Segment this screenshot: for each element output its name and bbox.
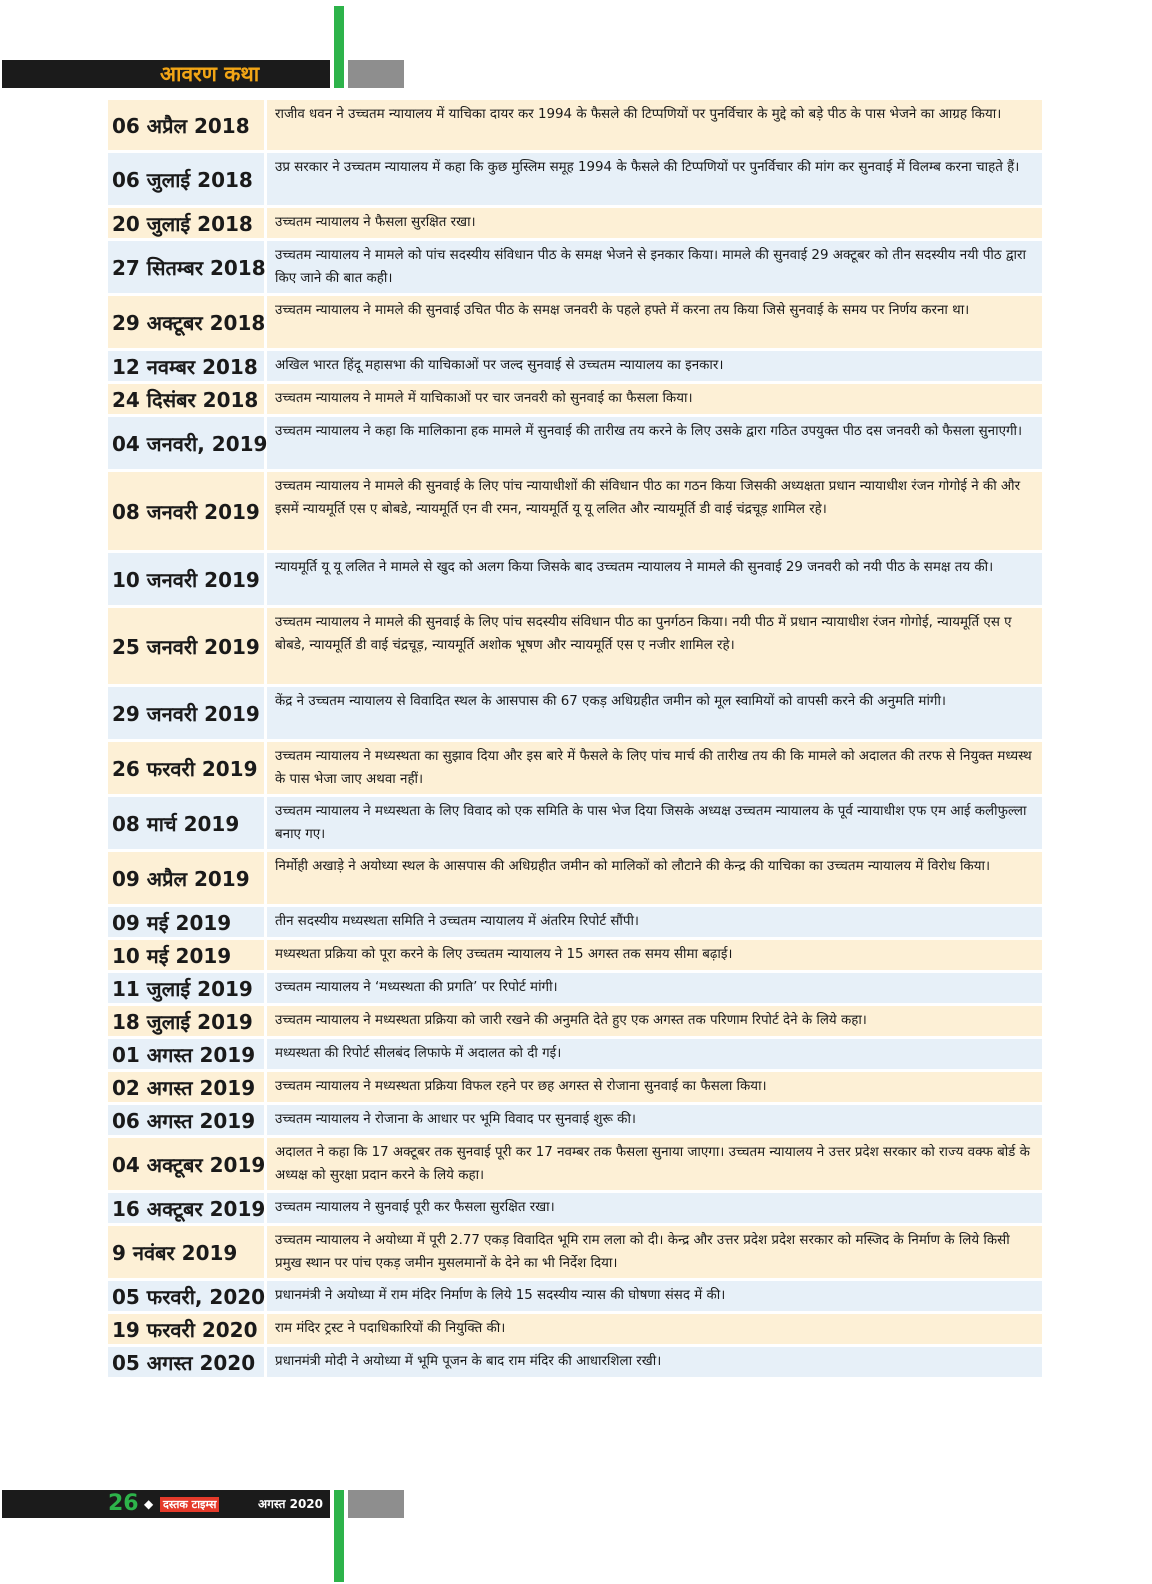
timeline-description: अखिल भारत हिंदू महासभा की याचिकाओं पर जल्द सुनवाई से उच्चतम न्यायालय का इनकार। <box>267 351 1042 381</box>
timeline-row <box>108 1072 1042 1102</box>
green-accent-top <box>334 6 344 88</box>
timeline-description: उच्चतम न्यायालय ने फैसला सुरक्षित रखा। <box>267 208 1042 238</box>
timeline-date: 06 अप्रैल 2018 <box>108 100 264 150</box>
timeline-row <box>108 1193 1042 1223</box>
timeline-date: 29 जनवरी 2019 <box>108 687 264 739</box>
green-accent-bottom <box>334 1490 344 1582</box>
timeline-description: उच्चतम न्यायालय ने मामले की सुनवाई के लिए पांच सदस्यीय संविधान पीठ का पुनर्गठन किया। नयी पीठ में प्रधान न्यायाधीश रंजन गोगोई, न्यायमूर्ति एस ए बोबडे, न्यायमूर्ति डी वाई चंद्रचूड़, न्यायमूर्ति अशोक भूषण और न्यायमूर्ति एस ए नजीर शामिल रहे। <box>267 608 1042 684</box>
timeline-description: उच्चतम न्यायालय ने मामले की सुनवाई के लिए पांच न्यायाधीशों की संविधान पीठ का गठन किया जिसकी अध्यक्षता प्रधान न्यायाधीश रंजन गोगोई ने की और इसमें न्यायमूर्ति एस ए बोबडे, न्यायमूर्ति एन वी रमन, न्यायमूर्ति यू यू ललित और न्यायमूर्ति डी वाई चंद्रचूड़ शामिल रहे। <box>267 472 1042 550</box>
timeline-row <box>108 973 1042 1003</box>
timeline-description: उच्चतम न्यायालय ने मध्यस्थता प्रक्रिया को जारी रखने की अनुमति देते हुए एक अगस्त तक परिणाम रिपोर्ट देने के लिये कहा। <box>267 1006 1042 1036</box>
timeline-row <box>108 384 1042 414</box>
timeline-description: उच्चतम न्यायालय ने कहा कि मालिकाना हक मामले में सुनवाई की तारीख तय करने के लिए उसके द्वारा गठित उपयुक्त पीठ दस जनवरी को फैसला सुनाएगी। <box>267 417 1042 469</box>
timeline-row <box>108 608 1042 684</box>
timeline-description: उच्चतम न्यायालय ने रोजाना के आधार पर भूमि विवाद पर सुनवाई शुरू की। <box>267 1105 1042 1135</box>
timeline-row <box>108 1105 1042 1135</box>
timeline-description: उच्चतम न्यायालय ने सुनवाई पूरी कर फैसला सुरक्षित रखा। <box>267 1193 1042 1223</box>
timeline-description: मध्यस्थता प्रक्रिया को पूरा करने के लिए उच्चतम न्यायालय ने 15 अगस्त तक समय सीमा बढ़ाई। <box>267 940 1042 970</box>
timeline-row <box>108 1314 1042 1344</box>
timeline-date: 08 मार्च 2019 <box>108 797 264 849</box>
timeline-description: उच्चतम न्यायालय ने मामले की सुनवाई उचित पीठ के समक्ष जनवरी के पहले हफ्ते में करना तय किया जिसे सुनवाई के समय पर निर्णय करना था। <box>267 296 1042 348</box>
timeline-date: 25 जनवरी 2019 <box>108 608 264 684</box>
timeline-date: 27 सितम्बर 2018 <box>108 241 264 293</box>
timeline-row <box>108 351 1042 381</box>
timeline-description: अदालत ने कहा कि 17 अक्टूबर तक सुनवाई पूरी कर 17 नवम्बर तक फैसला सुनाया जाएगा। उच्चतम न्यायालय ने उत्तर प्रदेश सरकार को राज्य वक्फ बोर्ड के अध्यक्ष को सुरक्षा प्रदान करने के लिये कहा। <box>267 1138 1042 1190</box>
timeline-description: मध्यस्थता की रिपोर्ट सीलबंद लिफाफे में अदालत को दी गई। <box>267 1039 1042 1069</box>
issue-date: अगस्त 2020 <box>258 1497 324 1511</box>
timeline-date: 18 जुलाई 2019 <box>108 1006 264 1036</box>
timeline-row <box>108 1138 1042 1190</box>
timeline-date: 29 अक्टूबर 2018 <box>108 296 264 348</box>
gray-accent-top <box>348 60 404 88</box>
timeline-row <box>108 472 1042 550</box>
timeline-date: 01 अगस्त 2019 <box>108 1039 264 1069</box>
timeline-row <box>108 852 1042 904</box>
timeline-date: 02 अगस्त 2019 <box>108 1072 264 1102</box>
timeline-description: राजीव धवन ने उच्चतम न्यायालय में याचिका दायर कर 1994 के फैसले की टिप्पणियों पर पुनर्विचार के मुद्दे को बड़े पीठ के पास भेजने का आग्रह किया। <box>267 100 1042 150</box>
timeline-date: 24 दिसंबर 2018 <box>108 384 264 414</box>
timeline-date: 11 जुलाई 2019 <box>108 973 264 1003</box>
timeline-row <box>108 553 1042 605</box>
timeline-date: 06 जुलाई 2018 <box>108 153 264 205</box>
timeline-description: उच्चतम न्यायालय ने अयोध्या में पूरी 2.77 एकड़ विवादित भूमि राम लला को दी। केन्द्र और उत्तर प्रदेश प्रदेश सरकार को मस्जिद के निर्माण के लिये किसी प्रमुख स्थान पर पांच एकड़ जमीन मुसलमानों के देने का भी निर्देश दिया। <box>267 1226 1042 1278</box>
timeline-date: 19 फरवरी 2020 <box>108 1314 264 1344</box>
timeline-date: 05 अगस्त 2020 <box>108 1347 264 1377</box>
page-number: 26 <box>108 1491 139 1516</box>
timeline-row <box>108 797 1042 849</box>
timeline-row <box>108 417 1042 469</box>
timeline-date: 04 जनवरी, 2019 <box>108 417 264 469</box>
timeline-row <box>108 1226 1042 1278</box>
timeline-description: उच्चतम न्यायालय ने मध्यस्थता के लिए विवाद को एक समिति के पास भेज दिया जिसके अध्यक्ष उच्चतम न्यायालय के पूर्व न्यायाधीश एफ एम आई कलीफुल्ला बनाए गए। <box>267 797 1042 849</box>
timeline-description: उच्चतम न्यायालय ने मामले में याचिकाओं पर चार जनवरी को सुनवाई का फैसला किया। <box>267 384 1042 414</box>
magazine-logo: दस्तक टाइम्स <box>160 1497 219 1512</box>
timeline-row <box>108 1347 1042 1377</box>
footer-bullet: ◆ <box>144 1497 154 1511</box>
timeline-date: 10 मई 2019 <box>108 940 264 970</box>
timeline-description: उच्चतम न्यायालय ने मध्यस्थता का सुझाव दिया और इस बारे में फैसले के लिए पांच मार्च की तारीख तय की कि मामले को अदालत की तरफ से नियुक्त मध्यस्थ के पास भेजा जाए अथवा नहीं। <box>267 742 1042 794</box>
timeline-date: 16 अक्टूबर 2019 <box>108 1193 264 1223</box>
timeline-description: उच्चतम न्यायालय ने ‘मध्यस्थता की प्रगति’ पर रिपोर्ट मांगी। <box>267 973 1042 1003</box>
timeline-date: 12 नवम्बर 2018 <box>108 351 264 381</box>
timeline-row <box>108 940 1042 970</box>
timeline-description: न्यायमूर्ति यू यू ललित ने मामले से खुद को अलग किया जिसके बाद उच्चतम न्यायालय ने मामले की सुनवाई 29 जनवरी को नयी पीठ के समक्ष तय की। <box>267 553 1042 605</box>
timeline-date: 26 फरवरी 2019 <box>108 742 264 794</box>
timeline-row <box>108 208 1042 238</box>
timeline-row <box>108 907 1042 937</box>
timeline-table <box>108 100 1042 1377</box>
timeline-date: 06 अगस्त 2019 <box>108 1105 264 1135</box>
timeline-row <box>108 296 1042 348</box>
timeline-date: 09 मई 2019 <box>108 907 264 937</box>
timeline-row <box>108 742 1042 794</box>
timeline-date: 09 अप्रैल 2019 <box>108 852 264 904</box>
timeline-row <box>108 1039 1042 1069</box>
gray-accent-bottom <box>348 1490 404 1518</box>
timeline-description: राम मंदिर ट्रस्ट ने पदाधिकारियों की नियुक्ति की। <box>267 1314 1042 1344</box>
timeline-description: केंद्र ने उच्चतम न्यायालय से विवादित स्थल के आसपास की 67 एकड़ अधिग्रहीत जमीन को मूल स्वामियों को वापसी करने की अनुमति मांगी। <box>267 687 1042 739</box>
timeline-description: उप्र सरकार ने उच्चतम न्यायालय में कहा कि कुछ मुस्लिम समूह 1994 के फैसले की टिप्पणियों पर पुनर्विचार की मांग कर सुनवाई में विलम्ब करना चाहते हैं। <box>267 153 1042 205</box>
timeline-description: उच्चतम न्यायालय ने मध्यस्थता प्रक्रिया विफल रहने पर छह अगस्त से रोजाना सुनवाई का फैसला किया। <box>267 1072 1042 1102</box>
timeline-date: 10 जनवरी 2019 <box>108 553 264 605</box>
timeline-row <box>108 1281 1042 1311</box>
timeline-description: निर्मोही अखाड़े ने अयोध्या स्थल के आसपास की अधिग्रहीत जमीन को मालिकों को लौटाने की केन्द्र की याचिका का उच्चतम न्यायालय में विरोध किया। <box>267 852 1042 904</box>
timeline-date: 05 फरवरी, 2020 <box>108 1281 264 1311</box>
timeline-description: तीन सदस्यीय मध्यस्थता समिति ने उच्चतम न्यायालय में अंतरिम रिपोर्ट सौंपी। <box>267 907 1042 937</box>
timeline-row <box>108 100 1042 150</box>
timeline-row <box>108 241 1042 293</box>
timeline-description: उच्चतम न्यायालय ने मामले को पांच सदस्यीय संविधान पीठ के समक्ष भेजने से इनकार किया। मामले की सुनवाई 29 अक्टूबर को तीन सदस्यीय नयी पीठ द्वारा किए जाने की बात कही। <box>267 241 1042 293</box>
timeline-date: 20 जुलाई 2018 <box>108 208 264 238</box>
timeline-row <box>108 1006 1042 1036</box>
timeline-date: 04 अक्टूबर 2019 <box>108 1138 264 1190</box>
timeline-row <box>108 153 1042 205</box>
timeline-date: 08 जनवरी 2019 <box>108 472 264 550</box>
timeline-description: प्रधानमंत्री ने अयोध्या में राम मंदिर निर्माण के लिये 15 सदस्यीय न्यास की घोषणा संसद में की। <box>267 1281 1042 1311</box>
section-title: आवरण कथा <box>160 62 260 86</box>
timeline-row <box>108 687 1042 739</box>
timeline-date: 9 नवंबर 2019 <box>108 1226 264 1278</box>
timeline-description: प्रधानमंत्री मोदी ने अयोध्या में भूमि पूजन के बाद राम मंदिर की आधारशिला रखी। <box>267 1347 1042 1377</box>
